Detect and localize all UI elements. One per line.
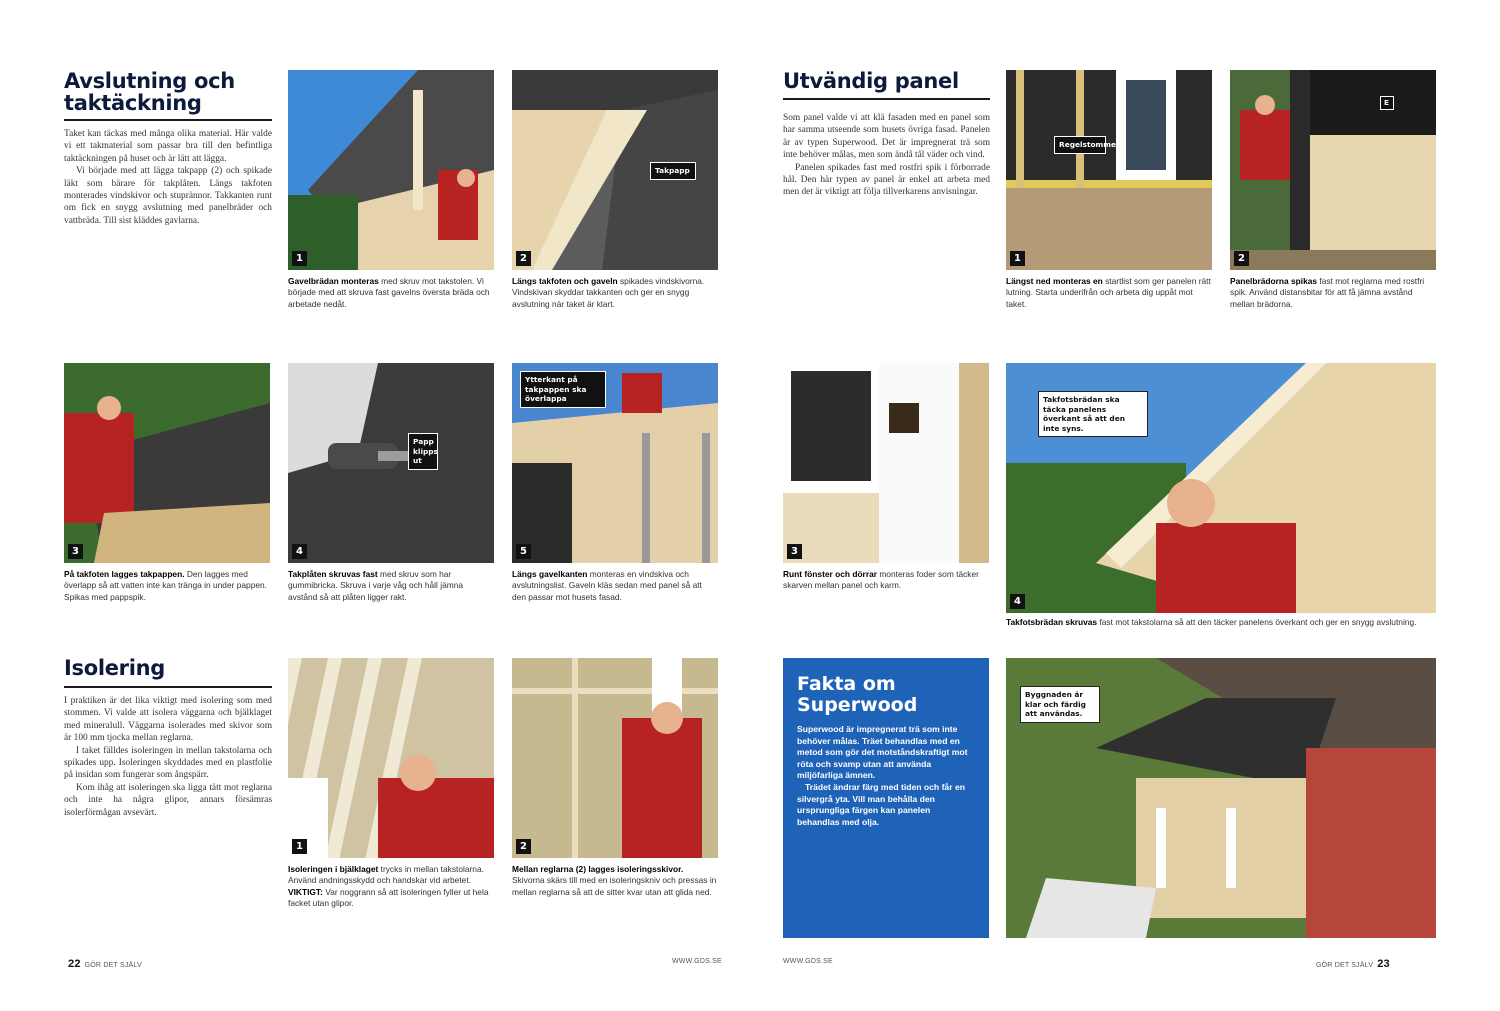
photo-screwing-roof <box>288 363 494 563</box>
footer-right <box>1316 958 1394 970</box>
body-paragraph: Kom ihåg att isoleringen ska ligga tätt mot reglarna och inte ha några glipor, annars försämras isolerförmågan avsevärt. <box>64 782 272 818</box>
step-number: 1 <box>1010 251 1025 266</box>
section-title-isolering: Isolering <box>64 656 166 680</box>
step-number: 1 <box>292 839 307 854</box>
caption-text: trycks in mellan takstolarna. Använd andningsskydd och handskar vid arbetet. <box>288 864 484 886</box>
callout-papp-klipps: Papp klipps ut <box>408 433 438 470</box>
caption-text: spikades vindskivorna. Vindskivan skyddar takkanten och ger en snygg avslutning när taket är klart. <box>512 276 705 309</box>
photo-ceiling-insulation <box>288 658 494 858</box>
step-number: 3 <box>787 544 802 559</box>
caption-lead: Längst ned monteras en <box>1006 276 1103 286</box>
caption-lead: Längs takfoten och gaveln <box>512 276 618 286</box>
caption-lead: Takfotsbrädan skruvas <box>1006 617 1098 627</box>
caption-text: med skruv som har gummibricka. Skruva i varje våg och håll jämna avstånd så att plåten ligger rakt. <box>288 569 464 602</box>
caption-panel-mid-4 <box>1006 617 1436 628</box>
callout-takpapp: Takpapp <box>650 162 696 180</box>
caption-lead: Mellan reglarna (2) lagges isoleringsskivor. <box>512 864 684 874</box>
photo-eaves-board <box>1006 363 1436 613</box>
callout-ytterkant: Ytterkant på takpappen ska överlappa <box>520 371 606 408</box>
section-title-utvandig: Utvändig panel <box>783 69 959 93</box>
body-paragraph: Taket kan täckas med många olika material. Här valde vi ett takmaterial som passar bra till den befintliga taktäckningen på huset och är lätt att lägga. <box>64 129 272 164</box>
caption-warning: VIKTIGT: <box>288 886 323 897</box>
caption-text: med skruv mot takstolen. Vi började med att skruva fast gavelns översta bräda och arbetade nedåt. <box>288 276 490 309</box>
footer-left <box>64 958 142 970</box>
caption-text: Den lagges med överlapp så att vatten inte kan tränga in under pappen. Spikas med pappspik. <box>64 569 268 602</box>
caption-panel-top-1 <box>1006 276 1212 310</box>
caption-lead: Gavelbrädan monteras <box>288 276 379 286</box>
fact-box-superwood <box>783 658 989 938</box>
section-rule <box>64 119 272 121</box>
caption-left-mid-5 <box>512 569 718 603</box>
caption-text: fast mot reglarna med rostfri spik. Använd distansbitar för att få jämna avstånd mellan brädorna. <box>1230 276 1425 309</box>
section-rule <box>783 98 990 100</box>
body-paragraph: I taket fälldes isoleringen in mellan takstolarna och spikades upp. Isoleringen skyddades med en plastfolie på insidan som fungerar som ångspärr. <box>64 745 272 781</box>
body-paragraph: Vi började med att lägga takpapp (2) och spikade läkt som bärare för takplåten. Längs takfoten monterades vindskivor och stuprännor. Takkanten runt om fick en snygg avslutning med panelbräder och vattbräda. Till sist kläddes gavlarna. <box>64 166 272 226</box>
callout-byggnaden: Byggnaden är klar och färdig att användas. <box>1020 686 1100 723</box>
photo-finished-building <box>1006 658 1436 938</box>
photo-roofing-felt <box>64 363 270 563</box>
callout-regelstomme: Regelstomme <box>1054 136 1106 154</box>
caption-lead: Panelbrädorna spikas <box>1230 276 1318 286</box>
caption-warning-text: Var noggrann så att isoleringen fyller ut hela facket utan glipor. <box>288 886 489 909</box>
step-number: 2 <box>1234 251 1249 266</box>
step-number: 4 <box>1010 594 1025 609</box>
caption-text: startlist som ger panelen rätt lutning. Starta underifrån och arbeta dig uppåt mot taket. <box>1006 276 1211 309</box>
step-number: 3 <box>68 544 83 559</box>
magazine-name: GÖR DET SJÄLV <box>1316 962 1374 969</box>
fact-box-paragraph: Trädet ändrar färg med tiden och får en silvergrå yta. Vill man behålla den ursprungliga färgen kan panelen behandlas med olja. <box>797 781 965 827</box>
step-number: 2 <box>516 839 531 854</box>
callout-takfotsbrada: Takfotsbrädan ska täcka panelens överkant så att den inte syns. <box>1038 391 1148 437</box>
page-number: 23 <box>1377 958 1390 970</box>
section-rule <box>64 686 272 688</box>
caption-lead: Isoleringen i bjälklaget <box>288 864 379 874</box>
step-number: 1 <box>292 251 307 266</box>
fact-box-paragraph: Superwood är impregnerat trä som inte behöver målas. Träet behandlas med en metod som gör det motståndskraftigt mot röta och svamp utan att använda miljöfarliga ämnen. <box>797 724 968 781</box>
photo-gable-scaffold <box>512 363 718 563</box>
photo-panel-mounting <box>1230 70 1436 270</box>
caption-left-top-2 <box>512 276 718 310</box>
body-paragraph: Panelen spikades fast med rostfri spik i förborrade hål. Den här typen av panel är enkel att arbeta med men det är viktigt att följa tillverkarens anvisningar. <box>783 162 990 198</box>
caption-text: Skivorna skärs till med en isoleringskniv och pressas in mellan reglarna så att de sitter kvar utan att glida ned. <box>512 875 717 897</box>
step-number: 2 <box>516 251 531 266</box>
caption-isolering-2 <box>512 864 718 898</box>
callout-e: E <box>1380 96 1394 110</box>
caption-lead: Takplåten skruvas fast <box>288 569 378 579</box>
caption-left-top-1 <box>288 276 494 310</box>
body-paragraph: I praktiken är det lika viktigt med isolering som med stommen. Vi valde att isolera väggarna och bjälklaget med mineralull. Väggarna isolerades med skivor som är 100 mm tjocka mellan reglarna. <box>64 696 272 744</box>
caption-panel-mid-3 <box>783 569 989 592</box>
step-number: 5 <box>516 544 531 559</box>
caption-left-mid-3 <box>64 569 270 603</box>
caption-isolering-1 <box>288 864 494 910</box>
photo-window-trim <box>783 363 989 563</box>
caption-left-mid-4 <box>288 569 494 603</box>
caption-lead: På takfoten lagges takpappen. <box>64 569 185 579</box>
caption-text: monteras foder som täcker skarven mellan panel och karm. <box>783 569 979 591</box>
caption-text: monteras en vindskiva och avslutningslist. Gaveln kläs sedan med panel så att den passar mot husets fasad. <box>512 569 702 602</box>
page-number: 22 <box>68 958 81 970</box>
section-body-isolering <box>64 695 272 819</box>
photo-wind-board <box>512 70 718 270</box>
section-body-utvandig <box>783 112 990 199</box>
fact-box-title: Fakta om Superwood <box>797 673 918 716</box>
caption-lead: Längs gavelkanten <box>512 569 588 579</box>
section-title-avslutning: Avslutning och taktäckning <box>64 69 235 115</box>
step-number: 4 <box>292 544 307 559</box>
footer-right-site: WWW.GDS.SE <box>783 958 833 965</box>
photo-gable-panel <box>288 70 494 270</box>
magazine-name: GÖR DET SJÄLV <box>84 962 142 969</box>
caption-lead: Runt fönster och dörrar <box>783 569 877 579</box>
section-body-avslutning <box>64 128 272 227</box>
caption-panel-top-2 <box>1230 276 1436 310</box>
body-paragraph: Som panel valde vi att klä fasaden med en panel som har samma utseende som husets övriga fasad. Panelen är av typen Superwood. Det är impregnerat trä som inte behöver målas, men som ändå tål väder och vind. <box>783 113 990 161</box>
caption-text: fast mot takstolarna så att den täcker panelens överkant och ger en snygg avslutning. <box>1097 617 1417 627</box>
photo-stud-frame <box>1006 70 1212 270</box>
footer-left-site: WWW.GDS.SE <box>672 958 722 965</box>
photo-wall-insulation <box>512 658 718 858</box>
